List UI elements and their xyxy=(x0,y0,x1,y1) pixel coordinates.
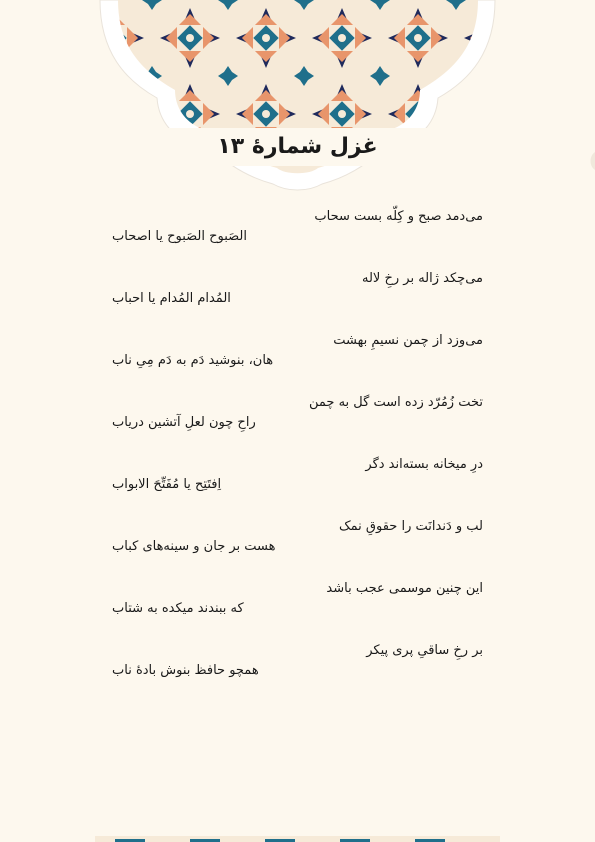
first-hemistich: درِ میخانه بسته‌اند دگر xyxy=(365,457,483,472)
second-hemistich: الصَبوح الصَبوح یا اصحاب xyxy=(112,229,247,244)
first-hemistich: می‌چکد ژاله بر رخِ لاله xyxy=(362,271,483,286)
couplet xyxy=(112,639,483,701)
second-hemistich: راحِ چون لعلِ آتشین دریاب xyxy=(112,415,256,430)
header-ornament xyxy=(0,0,595,200)
page-edge-ornament xyxy=(585,152,595,170)
couplet xyxy=(112,453,483,515)
first-hemistich: می‌دمد صبح و کِلّه بست سحاب xyxy=(314,209,483,224)
first-hemistich: تخت زُمُرّد زده است گل به چمن xyxy=(309,395,483,410)
second-hemistich: اِفتَتِح یا مُفَتِّحَ الابواب xyxy=(112,477,222,492)
second-hemistich: هست بر جان و سینه‌های کباب xyxy=(112,539,276,554)
second-hemistich: المُدام المُدام یا احباب xyxy=(112,291,231,306)
couplet xyxy=(112,515,483,577)
second-hemistich: که ببندند میکده به شتاب xyxy=(112,601,244,616)
first-hemistich: می‌وزد از چمن نسیمِ بهشت xyxy=(333,333,483,348)
first-hemistich: لب و دَندانَت را حقوقِ نمک xyxy=(339,519,483,534)
couplet xyxy=(112,205,483,267)
couplet xyxy=(112,577,483,639)
first-hemistich: بر رخِ ساقیِ پری پیکر xyxy=(366,643,483,658)
first-hemistich: این چنین موسمی عجب باشد xyxy=(326,581,483,596)
couplet xyxy=(112,267,483,329)
footer-ornament xyxy=(95,836,500,842)
couplet xyxy=(112,329,483,391)
second-hemistich: هان، بنوشید دَم به دَم مِیِ ناب xyxy=(112,353,274,368)
couplet xyxy=(112,391,483,453)
poem-title: غزل شمارهٔ ۱۳ xyxy=(217,134,378,159)
poem-body xyxy=(112,205,483,701)
second-hemistich: همچو حافظ بنوش بادهٔ ناب xyxy=(112,663,259,678)
